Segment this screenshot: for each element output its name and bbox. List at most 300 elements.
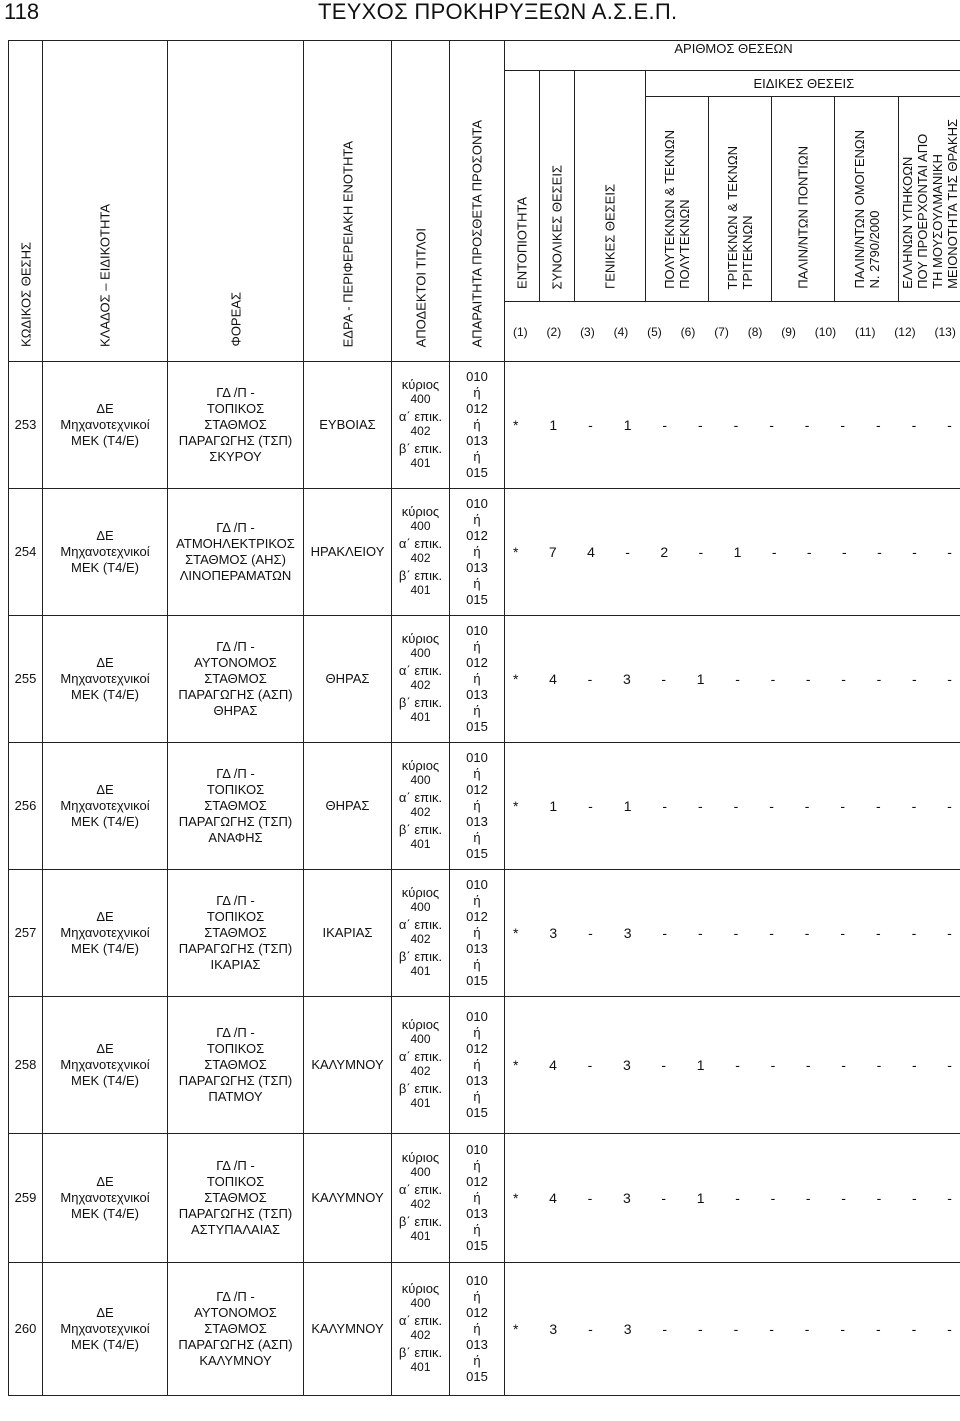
header-special-group — [646, 71, 960, 301]
education-codes-cell — [450, 997, 505, 1134]
education-code: ή — [473, 1089, 481, 1104]
position-count: - — [804, 798, 810, 814]
region-cell: ΚΑΛΥΜΝΟΥ — [304, 1263, 392, 1396]
region-cell: ΙΚΑΡΙΑΣ — [304, 870, 392, 997]
position-count: * — [513, 1321, 519, 1337]
qualification-label: α΄ επικ. — [398, 536, 443, 551]
education-codes-cell — [450, 616, 505, 743]
table-row — [9, 1263, 960, 1396]
education-code: ή — [473, 1025, 481, 1040]
qualifications-cell — [392, 870, 450, 997]
qualification-code: 401 — [410, 964, 431, 978]
position-count: 3 — [622, 671, 631, 687]
position-counts-cell — [505, 1134, 960, 1263]
qualifications-cell — [392, 616, 450, 743]
position-code: 255 — [9, 616, 43, 743]
position-count: - — [588, 417, 593, 433]
education-code: ή — [473, 893, 481, 908]
education-code: ή — [473, 671, 481, 686]
education-code: 015 — [466, 1105, 488, 1120]
position-count: 1 — [623, 798, 632, 814]
position-count: - — [877, 544, 882, 560]
qualification-code: 402 — [410, 1064, 431, 1078]
qualification-label: β΄ επικ. — [398, 695, 443, 710]
column-number: (6) — [680, 324, 696, 339]
position-count: - — [662, 798, 668, 814]
qualification-code: 400 — [410, 1032, 431, 1046]
education-codes-cell — [450, 743, 505, 870]
education-code: 010 — [466, 877, 488, 892]
education-code: ή — [473, 1222, 481, 1237]
specialty-cell: ΔΕ Μηχανοτεχνικοί ΜΕΚ (Τ4/Ε) — [43, 489, 168, 616]
position-count: - — [840, 417, 846, 433]
qualification-code: 400 — [410, 1296, 431, 1310]
position-count: - — [841, 671, 846, 687]
education-code: ή — [473, 639, 481, 654]
qualification-label: α΄ επικ. — [398, 790, 443, 805]
position-counts-cell — [505, 362, 960, 489]
position-count: 3 — [622, 1057, 631, 1073]
qualification-label: κύριος — [401, 1017, 440, 1032]
education-code: 010 — [466, 623, 488, 638]
position-count: - — [769, 1321, 774, 1337]
position-count: - — [588, 798, 593, 814]
education-code: ή — [473, 576, 481, 591]
position-counts-cell — [505, 489, 960, 616]
position-counts-cell — [505, 743, 960, 870]
position-code: 260 — [9, 1263, 43, 1396]
education-code: ή — [473, 385, 481, 400]
position-count: 4 — [549, 1190, 557, 1206]
position-count: - — [735, 1190, 740, 1206]
qualification-label: κύριος — [401, 1150, 440, 1165]
position-count: 1 — [696, 1057, 705, 1073]
qualification-code: 401 — [410, 1229, 431, 1243]
column-number: (11) — [854, 324, 876, 339]
header-special-5: ΕΛΛΗΝΩΝ ΥΠΗΚΟΩΝ ΠΟΥ ΠΡΟΕΡΧΟΝΤΑΙ ΑΠΟ ΤΗ ΜΟΥΣΟΥΛΜΑΝΙΚΗ ΜΕΙΟΝΟΤΗΤΑ ΤΗΣ ΘΡΑΚΗΣ — [900, 119, 960, 289]
education-codes-cell — [450, 1263, 505, 1396]
specialty-cell: ΔΕ Μηχανοτεχνικοί ΜΕΚ (Τ4/Ε) — [43, 997, 168, 1134]
position-count: - — [770, 1057, 776, 1073]
position-count: - — [588, 925, 593, 941]
qualification-label: κύριος — [401, 885, 440, 900]
qualification-label: κύριος — [401, 758, 440, 773]
position-code: 253 — [9, 362, 43, 489]
position-count: 4 — [587, 544, 595, 560]
position-count: - — [588, 1321, 593, 1337]
table-row — [9, 489, 960, 616]
column-number: (9) — [781, 324, 796, 339]
education-code: ή — [473, 512, 481, 527]
position-count: - — [876, 671, 882, 687]
position-code: 257 — [9, 870, 43, 997]
position-count: - — [769, 798, 774, 814]
position-count: - — [733, 798, 739, 814]
qualification-label: κύριος — [401, 1281, 440, 1296]
position-count: - — [698, 925, 703, 941]
column-number: (8) — [747, 324, 763, 339]
specialty-cell: ΔΕ Μηχανοτεχνικοί ΜΕΚ (Τ4/Ε) — [43, 1134, 168, 1263]
position-count: - — [947, 925, 952, 941]
header-code: ΚΩΔΙΚΟΣ ΘΕΣΗΣ — [9, 41, 43, 362]
education-code: 012 — [466, 909, 488, 924]
education-code: 015 — [466, 846, 488, 861]
qualification-label: β΄ επικ. — [398, 568, 443, 583]
education-code: 012 — [466, 1174, 488, 1189]
education-code: 010 — [466, 750, 488, 765]
position-count: - — [875, 1321, 881, 1337]
qualification-code: 402 — [410, 1328, 431, 1342]
position-counts-cell — [505, 997, 960, 1134]
education-code: 012 — [466, 1305, 488, 1320]
position-count: - — [770, 1190, 776, 1206]
qualification-label: κύριος — [401, 377, 440, 392]
position-count: - — [698, 798, 703, 814]
header-numbering — [505, 302, 960, 362]
qualification-code: 402 — [410, 424, 431, 438]
education-code: ή — [473, 766, 481, 781]
position-count: 3 — [549, 1321, 558, 1337]
position-count: - — [735, 671, 740, 687]
position-count: - — [947, 1057, 952, 1073]
education-codes-cell — [450, 1134, 505, 1263]
organization-cell: ΓΔ /Π - ΑΥΤΟΝΟΜΟΣ ΣΤΑΘΜΟΣ ΠΑΡΑΓΩΓΗΣ (ΑΣΠ) ΚΑΛΥΜΝΟΥ — [168, 1263, 304, 1396]
qualification-label: α΄ επικ. — [398, 1049, 443, 1064]
column-number: (10) — [814, 324, 837, 339]
qualification-label: α΄ επικ. — [398, 1313, 443, 1328]
position-count: - — [733, 1321, 739, 1337]
position-count: - — [911, 417, 917, 433]
position-count: 3 — [622, 1190, 631, 1206]
qualification-label: κύριος — [401, 631, 440, 646]
header-general: ΓΕΝΙΚΕΣ ΘΕΣΕΙΣ — [575, 71, 645, 301]
position-count: - — [769, 925, 774, 941]
qualification-label: β΄ επικ. — [398, 822, 443, 837]
education-codes-cell — [450, 362, 505, 489]
qualification-label: α΄ επικ. — [398, 409, 443, 424]
header-special-4: ΠΑΛΙΝ/ΝΤΩΝ ΟΜΟΓΕΝΩΝ Ν. 2790/2000 — [835, 97, 898, 301]
header-special-3: ΠΑΛΙΝ/ΝΤΩΝ ΠΟΝΤΙΩΝ — [772, 97, 835, 301]
education-code: ή — [473, 798, 481, 813]
education-code: 013 — [466, 941, 488, 956]
education-code: ή — [473, 544, 481, 559]
organization-cell: ΓΔ /Π - ΤΟΠΙΚΟΣ ΣΤΑΘΜΟΣ ΠΑΡΑΓΩΓΗΣ (ΤΣΠ) ΑΣΤΥΠΑΛΑΙΑΣ — [168, 1134, 304, 1263]
specialty-cell: ΔΕ Μηχανοτεχνικοί ΜΕΚ (Τ4/Ε) — [43, 362, 168, 489]
qualification-code: 401 — [410, 837, 431, 851]
column-number: (1) — [513, 324, 528, 339]
organization-cell: ΓΔ /Π - ΤΟΠΙΚΟΣ ΣΤΑΘΜΟΣ ΠΑΡΑΓΩΓΗΣ (ΤΣΠ) ΑΝΑΦΗΣ — [168, 743, 304, 870]
qualifications-cell — [392, 743, 450, 870]
position-count: - — [911, 798, 917, 814]
column-number: (3) — [580, 324, 595, 339]
qualification-label: κύριος — [401, 504, 440, 519]
column-number: (5) — [647, 324, 662, 339]
qualification-code: 400 — [410, 1165, 431, 1179]
qualification-code: 401 — [410, 710, 431, 724]
position-count: 1 — [696, 1190, 705, 1206]
education-code: 015 — [466, 592, 488, 607]
position-count: - — [735, 1057, 740, 1073]
education-code: 013 — [466, 687, 488, 702]
education-code: ή — [473, 1158, 481, 1173]
education-code: 015 — [466, 719, 488, 734]
specialty-cell: ΔΕ Μηχανοτεχνικοί ΜΕΚ (Τ4/Ε) — [43, 1263, 168, 1396]
region-cell: ΕΥΒΟΙΑΣ — [304, 362, 392, 489]
position-count: - — [947, 544, 952, 560]
position-count: * — [513, 417, 519, 433]
position-count: - — [805, 671, 811, 687]
education-code: 012 — [466, 655, 488, 670]
position-code: 259 — [9, 1134, 43, 1263]
position-count: - — [662, 1321, 668, 1337]
position-count: - — [947, 417, 952, 433]
column-number: (4) — [613, 324, 629, 339]
position-count: 1 — [733, 544, 742, 560]
position-count: 3 — [549, 925, 558, 941]
table-row — [9, 616, 960, 743]
position-count: - — [698, 544, 704, 560]
qualifications-cell — [392, 1134, 450, 1263]
education-code: ή — [473, 1321, 481, 1336]
position-count: - — [661, 671, 667, 687]
position-count: * — [513, 544, 519, 560]
header-special-2: ΤΡΙΤΕΚΝΩΝ & ΤΕΚΝΩΝ ΤΡΙΤΕΚΝΩΝ — [709, 97, 772, 301]
position-counts-cell — [505, 1263, 960, 1396]
qualifications-cell — [392, 1263, 450, 1396]
position-count: - — [804, 1321, 810, 1337]
position-count: - — [587, 671, 593, 687]
position-count: - — [806, 544, 812, 560]
position-count: - — [875, 417, 881, 433]
position-code: 254 — [9, 489, 43, 616]
column-number: (13) — [934, 324, 956, 339]
education-code: 012 — [466, 528, 488, 543]
education-codes-cell — [450, 870, 505, 997]
qualification-label: α΄ επικ. — [398, 917, 443, 932]
position-count: - — [911, 1057, 917, 1073]
position-count: - — [911, 1321, 917, 1337]
education-code: ή — [473, 1190, 481, 1205]
table-row — [9, 997, 960, 1134]
organization-cell: ΓΔ /Π - ΤΟΠΙΚΟΣ ΣΤΑΘΜΟΣ ΠΑΡΑΓΩΓΗΣ (ΤΣΠ) ΠΑΤΜΟΥ — [168, 997, 304, 1134]
education-code: ή — [473, 703, 481, 718]
position-count: 3 — [623, 925, 632, 941]
position-count: - — [661, 1190, 667, 1206]
education-code: 013 — [466, 1206, 488, 1221]
organization-cell: ΓΔ /Π - ΑΤΜΟΗΛΕΚΤΡΙΚΟΣ ΣΤΑΘΜΟΣ (ΑΗΣ) ΛΙΝΟΠΕΡΑΜΑΤΩΝ — [168, 489, 304, 616]
qualification-code: 400 — [410, 773, 431, 787]
position-count: - — [875, 798, 881, 814]
position-count: - — [698, 1321, 703, 1337]
position-count: - — [947, 671, 952, 687]
position-count: - — [876, 1190, 882, 1206]
organization-cell: ΓΔ /Π - ΤΟΠΙΚΟΣ ΣΤΑΘΜΟΣ ΠΑΡΑΓΩΓΗΣ (ΤΣΠ) ΙΚΑΡΙΑΣ — [168, 870, 304, 997]
education-code: ή — [473, 925, 481, 940]
qualifications-cell — [392, 362, 450, 489]
header-special-1: ΠΟΛΥΤΕΚΝΩΝ & ΤΕΚΝΩΝ ΠΟΛΥΤΕΚΝΩΝ — [646, 97, 709, 301]
organization-cell: ΓΔ /Π - ΑΥΤΟΝΟΜΟΣ ΣΤΑΘΜΟΣ ΠΑΡΑΓΩΓΗΣ (ΑΣΠ) ΘΗΡΑΣ — [168, 616, 304, 743]
header-organization: ΦΟΡΕΑΣ — [168, 41, 304, 362]
qualification-code: 402 — [410, 551, 431, 565]
qualification-label: β΄ επικ. — [398, 949, 443, 964]
position-count: - — [625, 544, 630, 560]
table-row — [9, 362, 960, 489]
qualification-code: 400 — [410, 392, 431, 406]
specialty-cell: ΔΕ Μηχανοτεχνικοί ΜΕΚ (Τ4/Ε) — [43, 616, 168, 743]
region-cell: ΚΑΛΥΜΝΟΥ — [304, 1134, 392, 1263]
table-row — [9, 870, 960, 997]
region-cell: ΘΗΡΑΣ — [304, 743, 392, 870]
qualification-code: 402 — [410, 678, 431, 692]
education-code: 015 — [466, 1238, 488, 1253]
qualification-label: β΄ επικ. — [398, 1081, 443, 1096]
position-count: - — [733, 417, 739, 433]
qualification-label: α΄ επικ. — [398, 1182, 443, 1197]
position-count: 1 — [623, 417, 632, 433]
header-qualifications: ΑΠΟΔΕΚΤΟΙ ΤΙΤΛΟΙ — [392, 41, 450, 362]
position-count: 4 — [549, 671, 557, 687]
page-number: 118 — [4, 0, 40, 24]
position-count: 1 — [696, 671, 705, 687]
position-count: - — [840, 798, 846, 814]
position-count: - — [733, 925, 739, 941]
region-cell: ΚΑΛΥΜΝΟΥ — [304, 997, 392, 1134]
position-count: * — [513, 798, 519, 814]
region-cell: ΘΗΡΑΣ — [304, 616, 392, 743]
position-count: 2 — [660, 544, 669, 560]
header-extra: ΑΠΑΡΑΙΤΗΤΑ ΠΡΟΣΘΕΤΑ ΠΡΟΣΟΝΤΑ — [450, 41, 505, 362]
header-subgroup-row — [505, 71, 960, 302]
qualification-code: 401 — [410, 583, 431, 597]
position-count: - — [662, 925, 668, 941]
position-count: - — [911, 1190, 917, 1206]
education-code: 012 — [466, 401, 488, 416]
position-count: - — [805, 1190, 811, 1206]
position-count: - — [947, 798, 952, 814]
qualification-code: 401 — [410, 1360, 431, 1374]
position-count: - — [841, 1057, 846, 1073]
education-codes-cell — [450, 489, 505, 616]
education-code: 012 — [466, 782, 488, 797]
education-code: ή — [473, 1289, 481, 1304]
position-count: - — [947, 1190, 952, 1206]
education-code: 010 — [466, 496, 488, 511]
position-count: 7 — [548, 544, 557, 560]
qualification-code: 400 — [410, 646, 431, 660]
qualification-code: 400 — [410, 519, 431, 533]
qualification-code: 402 — [410, 932, 431, 946]
position-counts-cell — [505, 616, 960, 743]
position-count: - — [911, 671, 917, 687]
education-code: 010 — [466, 1009, 488, 1024]
education-code: 013 — [466, 814, 488, 829]
education-code: 015 — [466, 973, 488, 988]
specialty-cell: ΔΕ Μηχανοτεχνικοί ΜΕΚ (Τ4/Ε) — [43, 870, 168, 997]
position-count: - — [662, 417, 668, 433]
header-total: ΣΥΝΟΛΙΚΕΣ ΘΕΣΕΙΣ — [540, 71, 575, 301]
position-count: * — [513, 1057, 519, 1073]
education-code: ή — [473, 1057, 481, 1072]
position-count: - — [661, 1057, 667, 1073]
position-count: - — [771, 544, 777, 560]
position-count: - — [947, 1321, 952, 1337]
column-number: (12) — [894, 324, 916, 339]
header-specialty: ΚΛΑΔΟΣ – ΕΙΔΙΚΟΤΗΤΑ — [43, 41, 168, 362]
position-count: - — [876, 1057, 882, 1073]
page-title: ΤΕΥΧΟΣ ΠΡΟΚΗΡΥΞΕΩΝ Α.Σ.Ε.Π. — [318, 0, 678, 24]
position-count: * — [513, 925, 519, 941]
education-code: ή — [473, 1353, 481, 1368]
qualification-code: 401 — [410, 1096, 431, 1110]
qualification-label: β΄ επικ. — [398, 441, 443, 456]
position-count: - — [875, 925, 881, 941]
education-code: 012 — [466, 1041, 488, 1056]
education-code: ή — [473, 830, 481, 845]
education-code: 013 — [466, 1073, 488, 1088]
position-count: - — [911, 925, 917, 941]
education-code: 015 — [466, 465, 488, 480]
header-positions-group: ΑΡΙΘΜΟΣ ΘΕΣΕΩΝ — [505, 41, 960, 71]
education-code: 013 — [466, 1337, 488, 1352]
education-code: ή — [473, 449, 481, 464]
position-counts-cell — [505, 870, 960, 997]
column-number: (2) — [546, 324, 562, 339]
page-header — [0, 0, 960, 26]
header-region: ΕΔΡΑ - ΠΕΡΙΦΕΡΕΙΑΚΗ ΕΝΟΤΗΤΑ — [304, 41, 392, 362]
qualification-code: 401 — [410, 456, 431, 470]
position-count: - — [912, 544, 917, 560]
position-count: - — [770, 671, 776, 687]
qualifications-cell — [392, 489, 450, 616]
position-count: - — [804, 417, 810, 433]
position-count: 4 — [549, 1057, 557, 1073]
position-count: 1 — [549, 417, 558, 433]
education-code: 010 — [466, 369, 488, 384]
specialty-cell: ΔΕ Μηχανοτεχνικοί ΜΕΚ (Τ4/Ε) — [43, 743, 168, 870]
header-special-title: ΕΙΔΙΚΕΣ ΘΕΣΕΙΣ — [646, 71, 960, 97]
position-count: 3 — [623, 1321, 632, 1337]
position-count: - — [841, 544, 847, 560]
column-number: (7) — [714, 324, 729, 339]
qualification-code: 402 — [410, 1197, 431, 1211]
qualification-code: 400 — [410, 900, 431, 914]
qualifications-cell — [392, 997, 450, 1134]
position-count: - — [698, 417, 703, 433]
table-row — [9, 1134, 960, 1263]
positions-table — [8, 40, 960, 1396]
education-code: 013 — [466, 560, 488, 575]
position-count: - — [840, 1321, 846, 1337]
position-count: - — [840, 925, 846, 941]
qualification-code: 402 — [410, 805, 431, 819]
position-count: - — [769, 417, 774, 433]
organization-cell: ΓΔ /Π - ΤΟΠΙΚΟΣ ΣΤΑΘΜΟΣ ΠΑΡΑΓΩΓΗΣ (ΤΣΠ) ΣΚΥΡΟΥ — [168, 362, 304, 489]
position-count: - — [805, 1057, 811, 1073]
education-code: ή — [473, 417, 481, 432]
position-count: 1 — [549, 798, 558, 814]
qualification-label: β΄ επικ. — [398, 1345, 443, 1360]
qualification-label: β΄ επικ. — [398, 1214, 443, 1229]
education-code: 010 — [466, 1273, 488, 1288]
position-count: * — [513, 1190, 519, 1206]
table-row — [9, 743, 960, 870]
position-count: - — [804, 925, 810, 941]
position-count: * — [513, 671, 519, 687]
education-code: 013 — [466, 433, 488, 448]
position-count: - — [587, 1190, 593, 1206]
position-code: 258 — [9, 997, 43, 1134]
education-code: 010 — [466, 1142, 488, 1157]
